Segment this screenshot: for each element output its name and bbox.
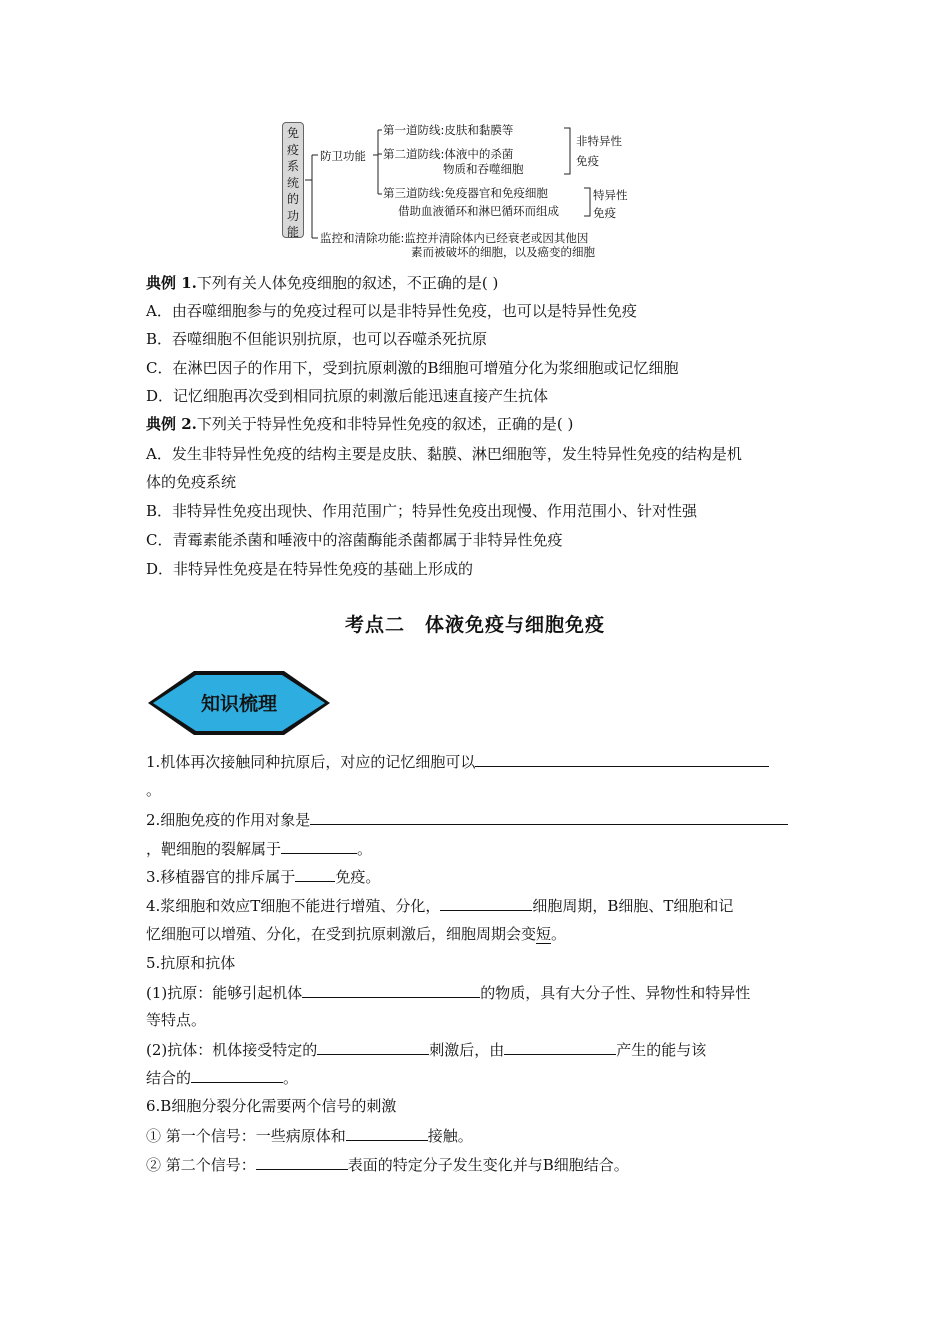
item-5-1-text: (1)抗原：能够引起机体 — [146, 984, 303, 1002]
item-5-2-cont-text: 结合的 — [146, 1069, 192, 1087]
item-6: 6.B细胞分裂分化需要两个信号的刺激 — [146, 1097, 397, 1115]
example1-option-b: B．吞噬细胞不但能识别抗原，也可以吞噬杀死抗原 — [146, 330, 488, 348]
item-1-text: 1.机体再次接触同种抗原后，对应的记忆细胞可以 — [146, 753, 476, 771]
immune-function-diagram — [280, 120, 660, 260]
item-5-1-blank[interactable] — [302, 982, 480, 998]
item-5-1-cont: 等特点。 — [146, 1011, 207, 1029]
item-4-text-b: 细胞周期，B细胞、T细胞和记 — [532, 897, 734, 915]
example1-option-a: A．由吞噬细胞参与的免疫过程可以是非特异性免疫，也可以是特异性免疫 — [146, 302, 637, 320]
item-3 — [146, 866, 380, 887]
item-5-2-end: 。 — [283, 1069, 299, 1087]
item-4-end: 。 — [551, 925, 567, 943]
item-4-text: 4.浆细胞和效应T细胞不能进行增殖、分化， — [146, 897, 441, 915]
item-5-1 — [146, 982, 750, 1003]
diagram-nonspecific-a: 非特异性 — [576, 134, 622, 148]
example2-option-b: B．非特异性免疫出现快、作用范围广；特异性免疫出现慢、作用范围小、针对性强 — [146, 502, 698, 520]
item-2-blank-a[interactable] — [310, 809, 788, 825]
item-1-blank[interactable] — [475, 751, 769, 767]
example2-question-text: 下列关于特异性免疫和非特异性免疫的叙述，正确的是( ) — [196, 415, 574, 433]
item-1-end: 。 — [146, 781, 162, 799]
diagram-root-text: 免疫系统的功能 — [287, 126, 300, 239]
diagram-line3: 第三道防线:免疫器官和免疫细胞 — [383, 186, 548, 200]
item-6-2-blank[interactable] — [256, 1154, 348, 1170]
example1-question — [146, 273, 498, 293]
item-4 — [146, 895, 733, 916]
section-title: 考点二 体液免疫与细胞免疫 — [344, 614, 605, 636]
example2-option-c: C．青霉素能杀菌和唾液中的溶菌酶能杀菌都属于非特异性免疫 — [146, 531, 563, 549]
item-5-2-cont — [146, 1067, 298, 1088]
diagram-monitor2: 素而被破坏的细胞，以及癌变的细胞 — [411, 245, 595, 259]
item-3-blank[interactable] — [295, 866, 335, 882]
item-6-1-blank[interactable] — [346, 1125, 428, 1141]
item-4-underlined: 短 — [536, 925, 552, 943]
item-5-2-blank-a[interactable] — [317, 1039, 429, 1055]
item-5: 5.抗原和抗体 — [146, 954, 236, 972]
item-5-2 — [146, 1039, 706, 1060]
item-2-text: 2.细胞免疫的作用对象是 — [146, 811, 311, 829]
diagram-monitor: 监控和清除功能:监控并清除体内已经衰老或因其他因 — [320, 231, 589, 245]
item-6-2-end: 表面的特定分子发生变化并与B细胞结合。 — [347, 1156, 629, 1174]
item-2-cont — [146, 838, 372, 859]
diagram-line2a: 第二道防线:体液中的杀菌 — [383, 147, 514, 161]
item-1 — [146, 751, 769, 772]
item-6-2-text: ② 第二个信号： — [146, 1156, 256, 1174]
example1-option-c: C．在淋巴因子的作用下，受到抗原刺激的B细胞可增殖分化为浆细胞或记忆细胞 — [146, 359, 679, 377]
item-6-1 — [146, 1125, 473, 1146]
item-5-2-text-c: 产生的能与该 — [616, 1041, 707, 1059]
item-4-blank[interactable] — [440, 895, 532, 911]
item-2-end: 。 — [357, 840, 373, 858]
knowledge-badge — [146, 669, 332, 737]
item-5-1-text-b: 的物质，具有大分子性、异物性和特异性 — [480, 984, 751, 1002]
item-6-1-text: ① 第一个信号：一些病原体和 — [146, 1127, 346, 1145]
item-3-text: 3.移植器官的排斥属于 — [146, 868, 296, 886]
diagram-line1: 第一道防线:皮肤和黏膜等 — [383, 123, 514, 137]
item-6-1-end: 接触。 — [427, 1127, 473, 1145]
item-5-2-blank-b[interactable] — [504, 1039, 616, 1055]
example2-label: 典例 2. — [146, 415, 197, 433]
diagram-line2b: 物质和吞噬细胞 — [443, 162, 524, 176]
example1-question-text: 下列有关人体免疫细胞的叙述，不正确的是( ) — [196, 274, 499, 292]
diagram-defense: 防卫功能 — [320, 149, 366, 163]
diagram-line3b: 借助血液循环和淋巴循环而组成 — [398, 204, 559, 218]
item-5-2-blank-c[interactable] — [191, 1067, 283, 1083]
diagram-specific-b: 免疫 — [593, 206, 616, 220]
item-2-blank-b[interactable] — [281, 838, 357, 854]
item-5-2-text-b: 刺激后，由 — [429, 1041, 505, 1059]
item-4-cont — [146, 924, 566, 944]
badge-text: 知识梳理 — [200, 693, 277, 715]
diagram-specific-a: 特异性 — [593, 188, 628, 202]
example2-option-d: D．非特异性免疫是在特异性免疫的基础上形成的 — [146, 560, 474, 578]
example2-question — [146, 414, 573, 434]
item-3-end: 免疫。 — [335, 868, 381, 886]
example1-label: 典例 1. — [146, 274, 197, 292]
item-5-2-text: (2)抗体：机体接受特定的 — [146, 1041, 318, 1059]
diagram-nonspecific-b: 免疫 — [576, 154, 599, 168]
example2-option-a-cont: 体的免疫系统 — [146, 473, 237, 491]
item-4-cont-text: 忆细胞可以增殖、分化，在受到抗原刺激后，细胞周期会变 — [146, 925, 537, 943]
item-2 — [146, 809, 788, 830]
item-6-2 — [146, 1154, 629, 1175]
item-2-cont-text: ，靶细胞的裂解属于 — [146, 840, 282, 858]
example2-option-a: A．发生非特异性免疫的结构主要是皮肤、黏膜、淋巴细胞等，发生特异性免疫的结构是机 — [146, 445, 742, 463]
example1-option-d: D．记忆细胞再次受到相同抗原的刺激后能迅速直接产生抗体 — [146, 387, 549, 405]
